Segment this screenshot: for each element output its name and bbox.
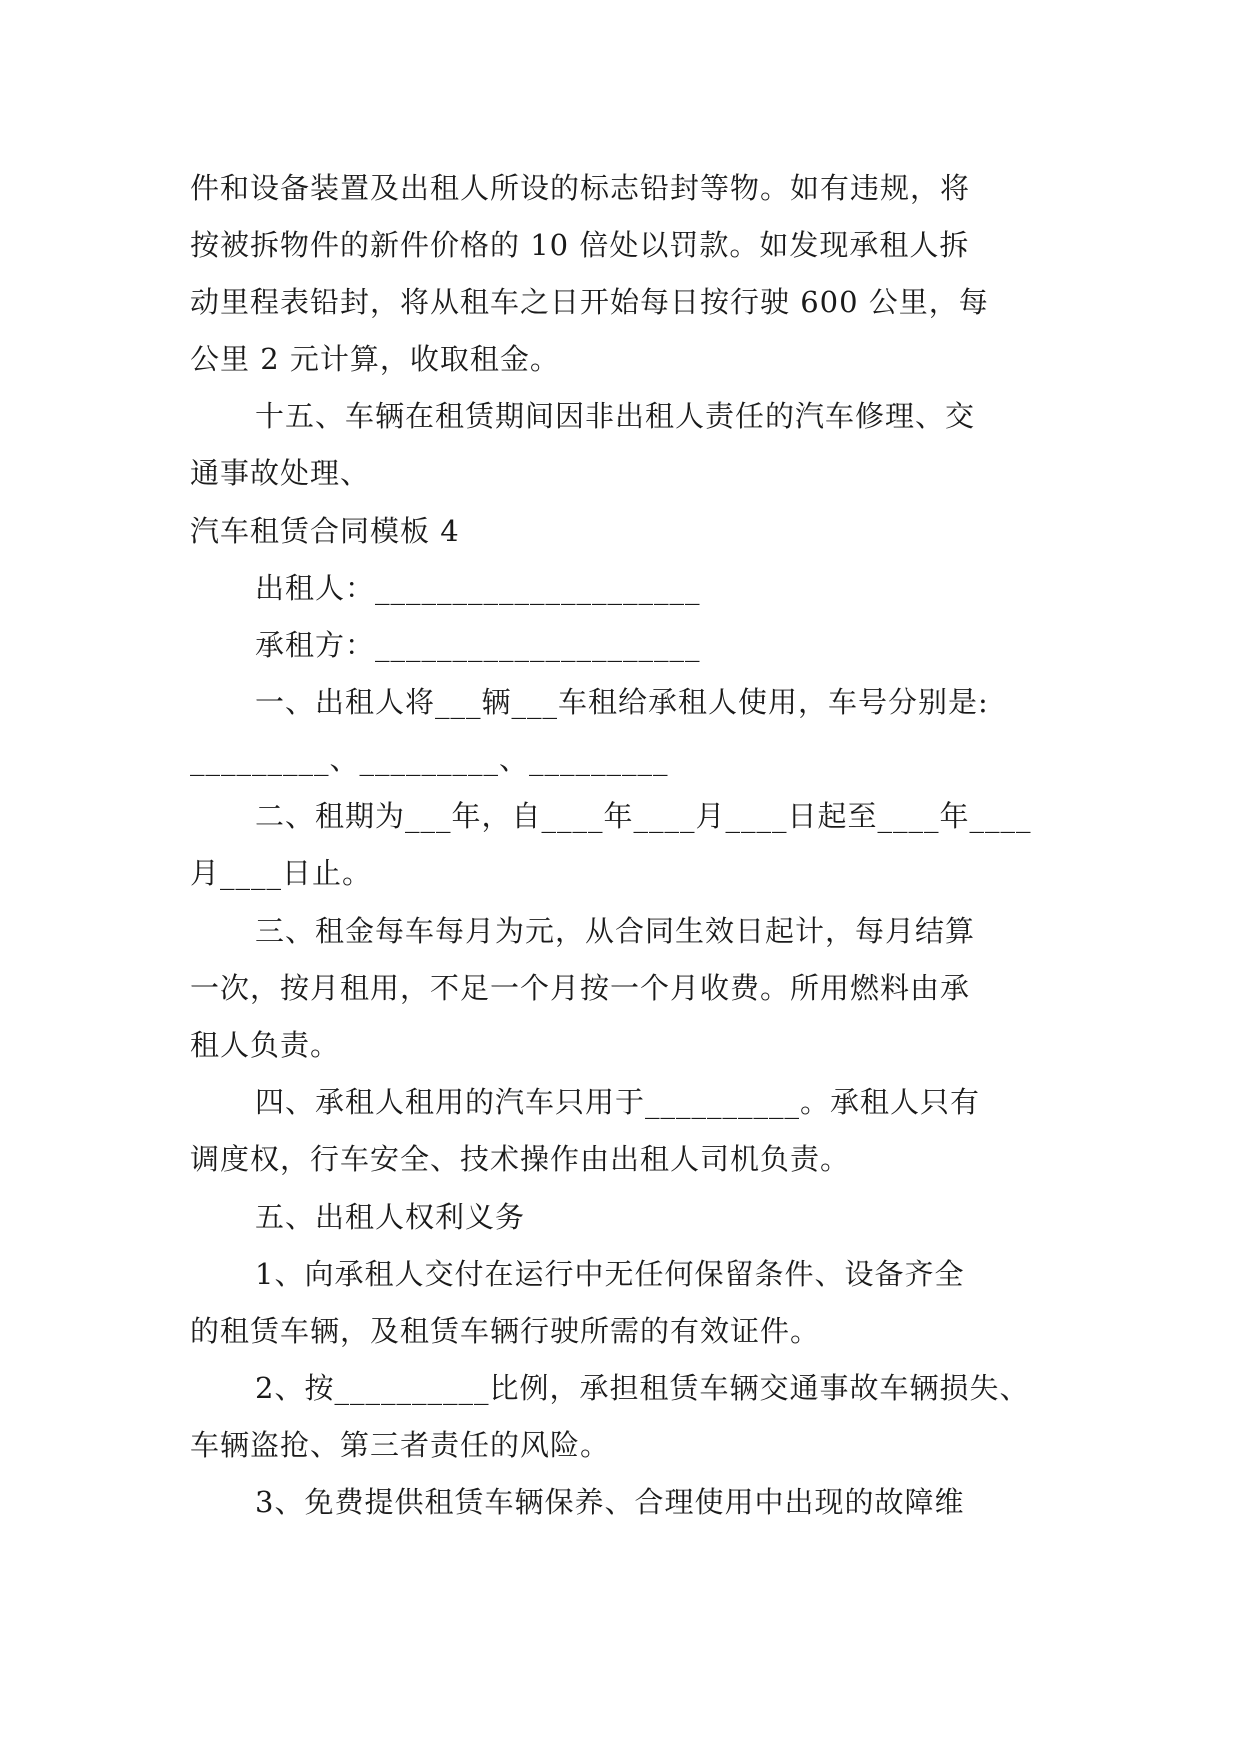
lessee-field: 承租方：_____________________ — [255, 628, 701, 662]
body-text-line: 一次，按月租用，不足一个月按一个月收费。所用燃料由承 — [190, 971, 971, 1005]
item-three-text: 3、免费提供租赁车辆保养、合理使用中出现的故障维 — [255, 1485, 965, 1519]
section-title: 汽车租赁合同模板 4 — [190, 514, 460, 548]
clause-four-text: 四、承租人租用的汽车只用于__________。承租人只有 — [255, 1085, 981, 1119]
clause-fifteen-text: 十五、车辆在租赁期间因非出租人责任的汽车修理、交 — [255, 399, 976, 433]
body-text-line: 按被拆物件的新件价格的 10 倍处以罚款。如发现承租人拆 — [190, 228, 970, 262]
body-text-line: 月____日止。 — [190, 856, 373, 890]
body-text-line: 的租赁车辆，及租赁车辆行驶所需的有效证件。 — [190, 1314, 821, 1348]
plate-number-blanks: _________、_________、_________ — [190, 742, 669, 776]
body-text-line: 车辆盗抢、第三者责任的风险。 — [190, 1428, 611, 1462]
clause-five-heading: 五、出租人权利义务 — [255, 1200, 526, 1234]
item-one-text: 1、向承租人交付在运行中无任何保留条件、设备齐全 — [255, 1257, 965, 1291]
clause-one-text: 一、出租人将___辆___车租给承租人使用，车号分别是: — [255, 685, 989, 719]
body-text-line: 公里 2 元计算，收取租金。 — [190, 342, 560, 376]
clause-two-text: 二、租期为___年，自____年____月____日起至____年____ — [255, 799, 1032, 833]
lessor-field: 出租人：_____________________ — [255, 571, 701, 605]
body-text-line: 租人负责。 — [190, 1028, 341, 1062]
item-two-text: 2、按__________比例，承担租赁车辆交通事故车辆损失、 — [255, 1371, 1030, 1405]
body-text-line: 件和设备装置及出租人所设的标志铅封等物。如有违规，将 — [190, 171, 971, 205]
body-text-line: 通事故处理、 — [190, 456, 371, 490]
body-text-line: 动里程表铅封，将从租车之日开始每日按行驶 600 公里，每 — [190, 285, 989, 319]
clause-three-text: 三、租金每车每月为元，从合同生效日起计，每月结算 — [255, 914, 976, 948]
body-text-line: 调度权，行车安全、技术操作由出租人司机负责。 — [190, 1142, 851, 1176]
